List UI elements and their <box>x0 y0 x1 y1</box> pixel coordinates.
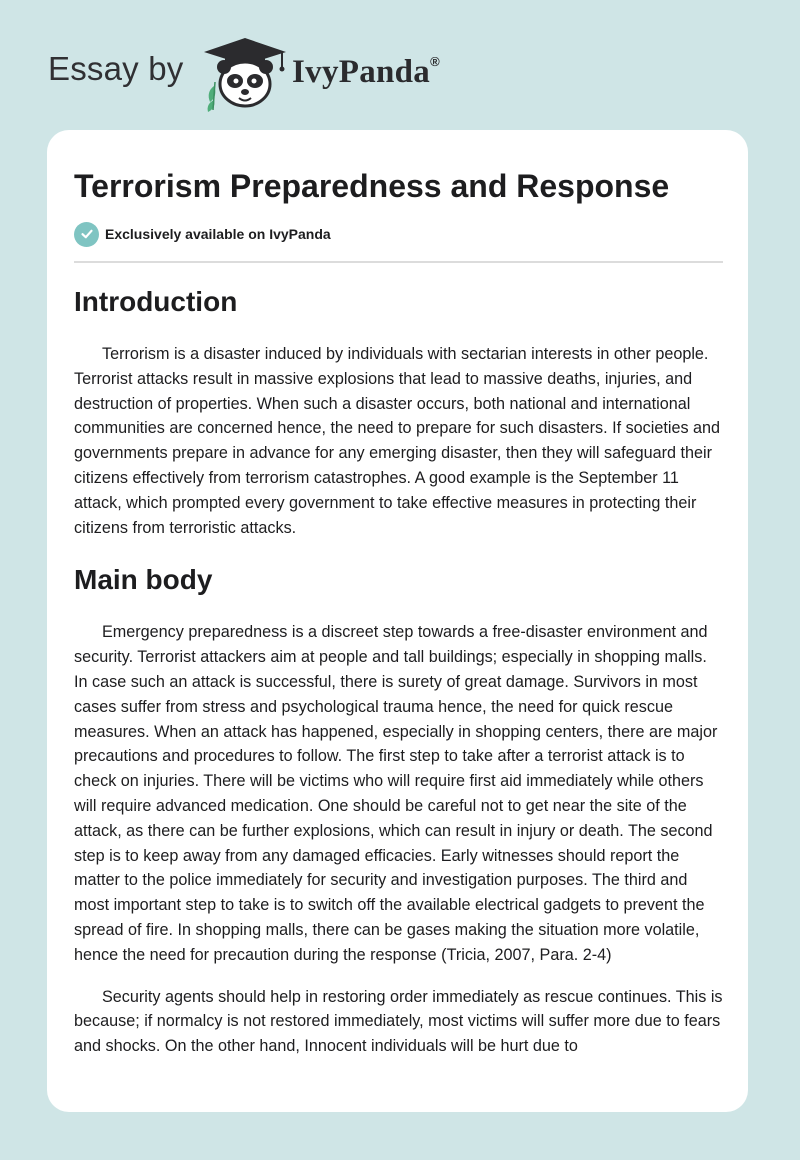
paragraph: Terrorism is a disaster induced by individuals with sectarian interests in other people. Terrorist attacks result in massive explosions that lead to massive deaths, injuries, and destruction of properties. When such a disaster occurs, both national and international communities are concerned hence, the need to prepare for such disasters. If societies and governments prepare in advance for any emerging disaster, then they will safeguard their citizens effectively from terrorism catastrophes. A good example is the September 11 attack, which prompted every government to take effective measures in protecting their citizens from terroristic attacks. <box>74 345 721 537</box>
brand-text: IvyPanda <box>292 54 431 90</box>
section-heading-introduction: Introduction <box>74 286 238 317</box>
check-icon <box>74 222 99 247</box>
brand-name[interactable] <box>292 54 440 91</box>
registered-mark: ® <box>430 54 440 69</box>
essay-by-label: Essay by <box>48 50 184 87</box>
site-header <box>0 0 800 130</box>
article-card <box>47 130 748 1112</box>
exclusive-badge-label: Exclusively available on IvyPanda <box>105 226 331 242</box>
paragraph: Security agents should help in restoring order immediately as rescue continues. This is because; if normalcy is not restored immediately, most victims will suffer more due to fears and shocks. On the other hand, Innocent individuals will be hurt due to <box>74 987 723 1056</box>
divider <box>74 261 723 263</box>
exclusive-badge <box>74 221 331 247</box>
section-heading-main-body: Main body <box>74 564 213 596</box>
ivypanda-logo-icon[interactable] <box>200 34 290 112</box>
article-body <box>74 280 724 1059</box>
page-title: Terrorism Preparedness and Response <box>74 168 670 204</box>
paragraph: Emergency preparedness is a discreet step towards a free-disaster environment and security. Terrorist attackers aim at people and tall buildings; especially in shopping malls. In case such an attack is successful, there is surety of great damage. Survivors in most cases suffer from stress and psychological trauma hence, the need for quick rescue measures. When an attack has happened, especially in shopping centers, there are major precautions and procedures to follow. The first step to take after a terrorist attack is to check on injuries. There will be victims who will require first aid immediately while others will require advanced medication. One should be careful not to get near the site of the attack, as there can be further explosions, which can result in injury or death. The second step is to keep away from any damaged efficacies. Early witnesses should report the matter to the police immediately for security and investigation purposes. The third and most important step to take is to switch off the available electrical gadgets to prevent the spread of fire. In shopping malls, there can be gases making the situation more volatile, hence the need for precaution during the response (Tricia, 2007, Para. 2-4) <box>74 623 718 964</box>
